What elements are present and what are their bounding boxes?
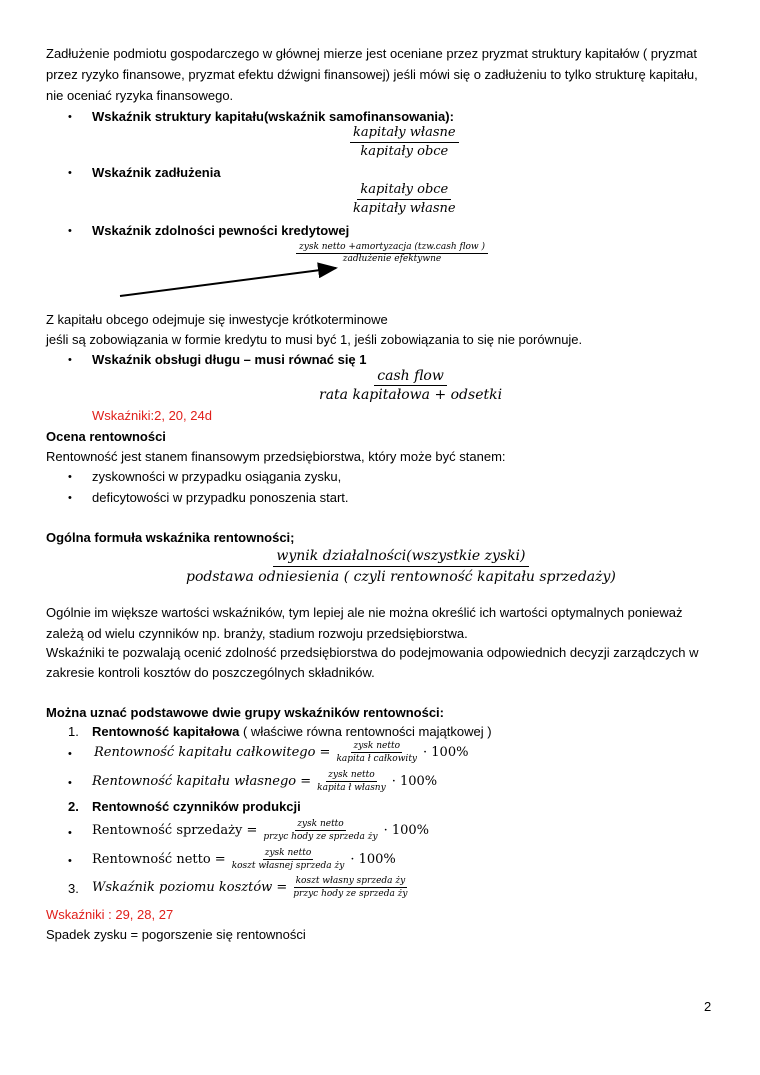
fraction-numerator: kapitały własne bbox=[350, 124, 459, 143]
fraction-numerator: koszt własny sprzeda ży bbox=[295, 876, 406, 886]
general-text-2: zależą od wielu czynników np. branży, stadium rozwoju przedsiębiorstwa. bbox=[46, 626, 468, 641]
intro-line-2: przez ryzyko finansowe, pryzmat efektu dźwigni finansowej) jeśli mówi się o zadłużeniu to tylko strukturę kapitału, bbox=[46, 67, 698, 82]
fraction-numerator: zysk netto bbox=[297, 819, 344, 829]
group-1-rest: ( właściwe równa rentowności majątkowej ) bbox=[239, 724, 492, 739]
formula-sales bbox=[92, 818, 429, 843]
bullet: • bbox=[68, 111, 72, 123]
page-number: 2 bbox=[704, 999, 712, 1014]
formula-own-capital bbox=[92, 769, 437, 794]
bullet: • bbox=[68, 167, 72, 179]
general-formula-heading: Ogólna formuła wskaźnika rentowności; bbox=[46, 530, 295, 545]
reference-1: Wskaźniki:2, 20, 24d bbox=[92, 408, 212, 423]
group-2-title: Rentowność czynników produkcji bbox=[92, 799, 301, 814]
debt-ratio-label: Wskaźnik zadłużenia bbox=[92, 165, 221, 180]
general-text-1: Ogólnie im większe wartości wskaźników, tym lepiej ale nie można określić ich wartości optymalnych ponieważ bbox=[46, 605, 683, 620]
formula-lhs: Rentowność kapitału całkowitego = bbox=[94, 745, 331, 760]
fraction-numerator: wynik działalności(wszystkie zyski) bbox=[273, 546, 528, 567]
group-2-number: 2. bbox=[68, 799, 79, 814]
formula-multiplier: · 100% bbox=[423, 745, 469, 760]
credit-note: jeśli są zobowiązania w formie kredytu to musi być 1, jeśli zobowiązania to się nie porównuje. bbox=[46, 332, 583, 347]
profitability-text: Rentowność jest stanem finansowym przedsiębiorstwa, który może być stanem: bbox=[46, 449, 506, 464]
short-term-note: Z kapitału obcego odejmuje się inwestycje krótkoterminowe bbox=[46, 312, 388, 327]
credit-ratio-label: Wskaźnik zdolności pewności kredytowej bbox=[92, 223, 350, 238]
profitability-heading: Ocena rentowności bbox=[46, 429, 166, 444]
fraction-denominator: kapita ł całkowity bbox=[336, 754, 418, 764]
fraction-denominator: kapitały obce bbox=[360, 144, 449, 159]
fraction-denominator: kapitały własne bbox=[353, 201, 456, 216]
fraction-denominator: podstawa odniesienia ( czyli rentowność kapitału sprzedaży) bbox=[186, 569, 616, 585]
formula-multiplier: · 100% bbox=[383, 823, 430, 838]
general-text-3: Wskaźniki te pozwalają ocenić zdolność przedsiębiorstwa do podejmowania odpowiednich decyzji zarządczych w bbox=[46, 645, 699, 660]
formula-cost-level bbox=[92, 875, 414, 900]
fraction-denominator: kapita ł własny bbox=[317, 783, 386, 793]
bullet: • bbox=[68, 471, 72, 483]
formula-lhs: Wskaźnik poziomu kosztów = bbox=[92, 880, 288, 895]
group-3-number: 3. bbox=[68, 881, 79, 896]
bullet: • bbox=[68, 492, 72, 504]
groups-heading: Można uznać podstawowe dwie grupy wskaźników rentowności: bbox=[46, 705, 444, 720]
fraction-denominator: rata kapitałowa + odsetki bbox=[319, 387, 503, 403]
bullet: • bbox=[68, 777, 72, 789]
profitability-item-2: deficytowości w przypadku ponoszenia start. bbox=[92, 490, 349, 505]
fraction-denominator: koszt własnej sprzeda ży bbox=[231, 861, 345, 871]
formula-net bbox=[92, 847, 396, 872]
structure-ratio-label: Wskaźnik struktury kapitału(wskaźnik samofinansowania): bbox=[92, 109, 454, 124]
fraction-denominator: przyc hody ze sprzeda ży bbox=[263, 832, 378, 842]
general-formula-fraction bbox=[183, 546, 619, 587]
formula-multiplier: · 100% bbox=[350, 852, 396, 867]
fraction-numerator: zysk netto +amortyzacja (tzw.cash flow ) bbox=[296, 242, 488, 254]
bullet: • bbox=[68, 855, 72, 867]
intro-line-1: Zadłużenie podmiotu gospodarczego w głównej mierze jest oceniane przez pryzmat struktury kapitałów ( pryzmat bbox=[46, 46, 698, 61]
fraction-numerator: cash flow bbox=[374, 367, 447, 386]
intro-line-3: nie oceniać ryzyka finansowego. bbox=[46, 88, 234, 103]
debt-service-label: Wskaźnik obsługi długu – musi równać się 1 bbox=[92, 352, 367, 367]
arrow-annotation bbox=[0, 0, 760, 320]
profitability-item-1: zyskowności w przypadku osiągania zysku, bbox=[92, 469, 342, 484]
group-1-title bbox=[92, 722, 492, 742]
fraction-numerator: kapitały obce bbox=[357, 181, 451, 200]
bullet: • bbox=[68, 827, 72, 839]
bullet: • bbox=[68, 354, 72, 366]
bullet: • bbox=[68, 748, 72, 760]
debt-service-fraction bbox=[316, 367, 505, 404]
fraction-numerator: zysk netto bbox=[264, 848, 312, 858]
formula-total-capital bbox=[94, 740, 468, 765]
formula-lhs: Rentowność sprzedaży = bbox=[92, 823, 258, 838]
final-note: Spadek zysku = pogorszenie się rentowności bbox=[46, 927, 306, 942]
fraction-denominator: zadłużenie efektywne bbox=[342, 254, 442, 264]
general-text-4: zakresie kontroli kosztów do poszczególnych składników. bbox=[46, 665, 375, 680]
group-1-number: 1. bbox=[68, 724, 79, 739]
fraction-numerator: zysk netto bbox=[353, 741, 400, 751]
bullet: • bbox=[68, 225, 72, 237]
fraction-denominator: przyc hody ze sprzeda ży bbox=[293, 889, 408, 899]
formula-lhs: Rentowność netto = bbox=[92, 852, 226, 867]
fraction-numerator: zysk netto bbox=[328, 770, 375, 780]
group-1-bold: Rentowność kapitałowa bbox=[92, 724, 240, 739]
formula-lhs: Rentowność kapitału własnego = bbox=[92, 774, 312, 789]
formula-multiplier: · 100% bbox=[391, 774, 438, 789]
reference-2: Wskaźniki : 29, 28, 27 bbox=[46, 907, 174, 922]
